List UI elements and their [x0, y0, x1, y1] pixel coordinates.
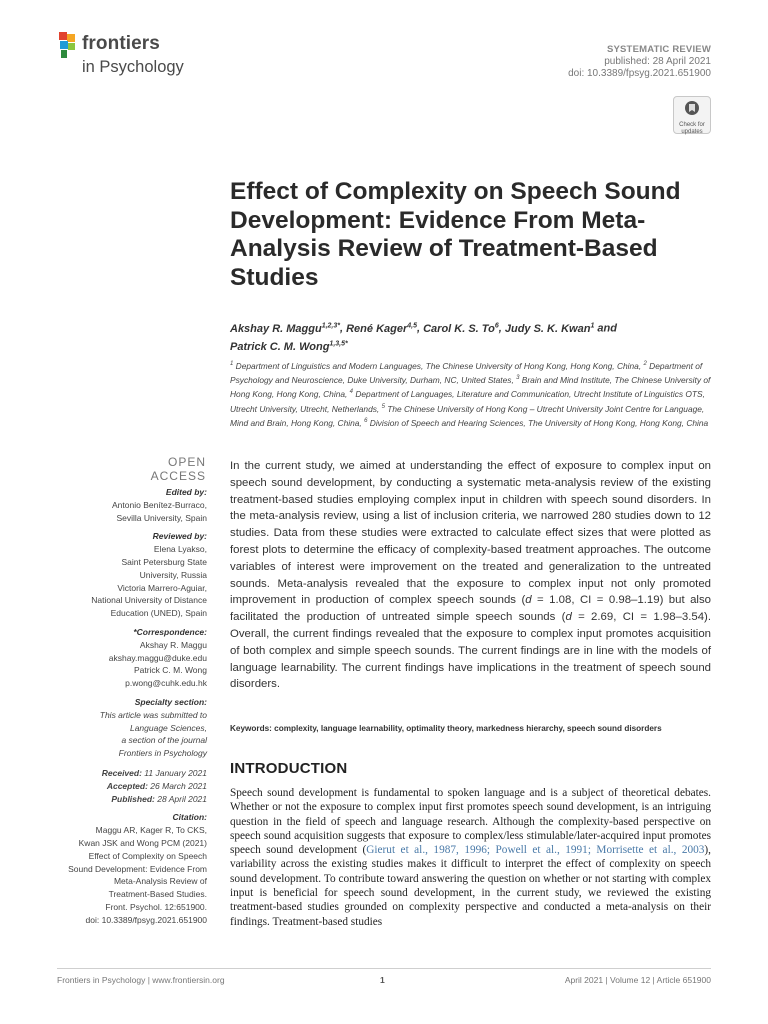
author-list: Akshay R. Maggu$^{1,2,3*}$, René Kager$^{4,5}$, Carol K. S. To$^6$, Judy S. K. Kwan$^1$ and Patrick C. M. Wong$^{1,3,5*}$: [230, 322, 617, 354]
logo-brand: frontiers: [82, 33, 160, 54]
open-access-label: OPEN ACCESS: [150, 455, 206, 483]
article-type: SYSTEMATIC REVIEW: [606, 44, 711, 55]
affiliations: $^1$ Department of Linguistics and Modern Languages, The Chinese University of Hong Kong, Hong Kong, China, $^2$ Department of Psychology and Neuroscience, Duke University, Durham, NC, United States, $^3$ Brain and Mind Institute, The Chinese University of Hong Kong, Hong Kong, China, $^4$ Department of Languages, Literature and Communication, Utrecht Institute of Linguistics OTS, Utrecht University, Utrecht, Netherlands, $^5$ The Chinese University of Hong Kong – Utrecht University Joint Centre for Language, Mind and Brain, Hong Kong, China, $^6$ Division of Speech and Hearing Sciences, The University of Hong Kong, Hong Kong, China: [230, 360, 711, 428]
frontiers-logo-icon: [57, 32, 81, 60]
section-heading: INTRODUCTION: [230, 760, 348, 777]
article-title: Effect of Complexity on Speech Sound Development: Evidence From Meta-Analysis Review of Treatment-Based Studies: [230, 178, 681, 291]
check-updates-line2: updates: [681, 128, 703, 135]
author[interactable]: Patrick C. M. Wong$^{1,3,5*}$: [230, 340, 348, 354]
article-doi[interactable]: doi: 10.3389/fpsyg.2021.651900: [568, 68, 711, 79]
specialty-label: Specialty section:: [134, 696, 207, 707]
footer-volume: April 2021 | Volume 12 | Article 651900: [564, 975, 711, 985]
published-date-sidebar: Published: 28 April 2021: [111, 793, 207, 804]
check-updates-icon: [684, 100, 700, 116]
check-for-updates-badge[interactable]: [673, 96, 711, 134]
article-header-meta: [568, 44, 711, 80]
author[interactable]: Judy S. K. Kwan$^1$: [504, 322, 595, 335]
correspondence-label: *Correspondence:: [133, 626, 207, 637]
footer-journal[interactable]: Frontiers in Psychology | www.frontiersin.org: [57, 975, 225, 985]
email-link[interactable]: p.wong@cuhk.edu.hk: [125, 678, 207, 689]
keywords: Keywords: complexity, language learnability, optimality theory, markedness hierarchy, speech sound disorders: [230, 724, 662, 733]
accepted-date: Accepted: 26 March 2021: [106, 780, 207, 791]
author[interactable]: Akshay R. Maggu$^{1,2,3*}$: [230, 322, 340, 335]
edited-by-label: Edited by:: [165, 487, 207, 497]
reviewed-by-label: Reviewed by:: [152, 531, 207, 542]
journal-logo[interactable]: [57, 32, 217, 82]
logo-journal-name: in Psychology: [82, 58, 184, 76]
author[interactable]: René Kager$^{4,5}$: [346, 322, 417, 335]
citation-doi[interactable]: doi: 10.3389/fpsyg.2021.651900: [85, 914, 207, 925]
abstract: In the current study, we aimed at understanding the effect of exposure to complex input on speech sound development, by conducting a systematic meta-analysis review of the existing treatment-based studies employing complex input in children with speech sound disorders. In the meta-analysis review, using a list of inclusion criteria, we narrowed 280 studies down to 12 studies. Data from these studies were extracted to calculate effect sizes that were plotted as forest plots to determine the efficacy of complexity-based treatment approaches. The outcome variables of interest were improvement on the treated and generalization to the untreated sounds. Meta-analysis revealed that the exposure to complex input not only promoted improvement in production of complex speech sounds (d = 1.08, CI = 0.98–1.19) but also facilitated the production of untreated simple speech sounds (d = 2.69, CI = 1.98–3.54). Overall, the current findings revealed that the exposure to complex input promotes acquisition of both complex and simple speech sounds. The current findings are in line with the models of language learnability. The current findings have implications in the treatment of speech sound disorders.: [230, 460, 711, 691]
citation-label: Citation:: [172, 812, 207, 823]
email-link[interactable]: akshay.maggu@duke.edu: [108, 652, 207, 663]
page-number: 1: [380, 975, 385, 985]
author[interactable]: Carol K. S. To$^6$: [423, 322, 499, 335]
check-updates-text: [674, 122, 710, 135]
intro-paragraph: Speech sound development is fundamental to spoken language and is a subject of theoretical debates. Whether or not the exposure to complex input first promotes speech sound development, is an intriguing question in the field of speech and language research. Although the complexity-based perspective on speech sound acquisition suggests that exposure to complex/less stimulable/later-acquired input promotes speech sound development (Gierut et al., 1987, 1996; Powell et al., 1991; Morrisette et al., 2003), variability across the existing studies makes it difficult to interpret the effect of complexity on speech sound development. To contribute toward answering the question on whether or not starting with complex input is beneficial for speech sound development, in the current study, we reviewed the existing treatment-based studies grounded on complexity perspective and conducted a meta-analysis on their findings. Treatment-based studies: [230, 787, 712, 928]
received-date: Received: 11 January 2021: [101, 767, 207, 778]
footer-divider: [57, 968, 711, 969]
citation-link[interactable]: Gierut et al., 1987, 1996; Powell et al., 1991; Morrisette et al., 2003: [366, 844, 705, 857]
check-updates-line1: Check for: [679, 122, 705, 128]
published-date: published: 28 April 2021: [604, 56, 711, 67]
article-info-sidebar: Edited by: Antonio Benítez-Burraco, Sevilla University, Spain Reviewed by: Elena Lyakso, Saint Petersburg State University, Russia Victoria Marrero-Aguiar, National University of Distance Education (UNED), Spain *Correspondence: Akshay R. Maggu akshay.maggu@duke.edu Patrick C. M. Wong p.wong@cuhk.edu.hk Specialty section: This article was submitted to Language Sciences, a section of the journal Frontiers in Psychology Received: 11 January 2021 Accepted: 26 March 2021 Published: 28 April 2021 Citation: Maggu AR, Kager R, To CKS, Kwan JSK and Wong PCM (2021) Effect of Complexity on Speech Sound Development: Evidence From Meta-Analysis Review of Treatment-Based Studies. Front. Psychol. 12:651900. doi: 10.3389/fpsyg.2021.651900: [50, 480, 207, 927]
